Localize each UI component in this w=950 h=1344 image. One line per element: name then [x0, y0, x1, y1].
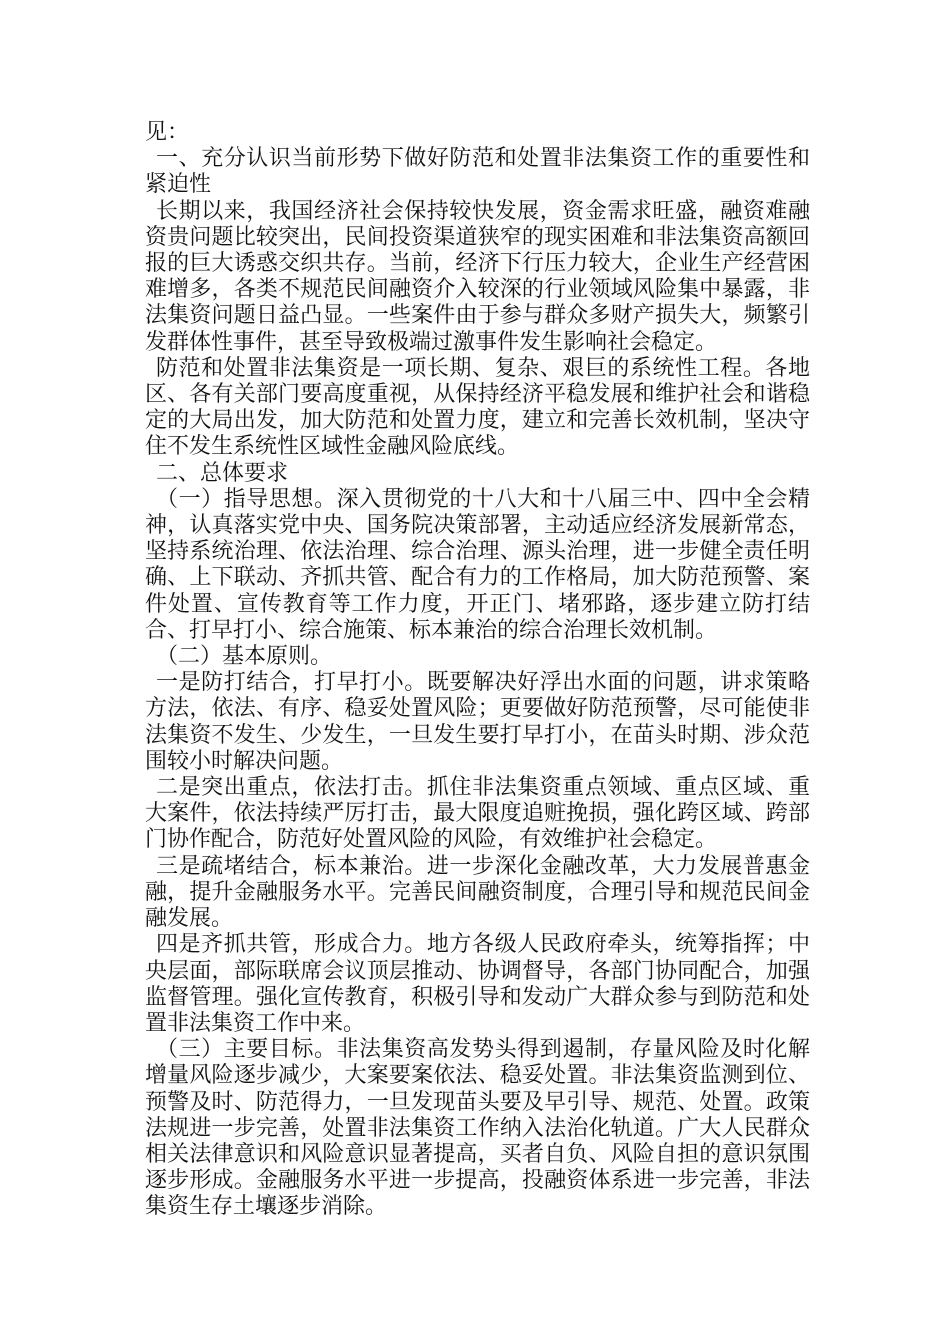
paragraph-principle-4: 四是齐抓共管，形成合力。地方各级人民政府牵头，统筹指挥；中央层面，部际联席会议顶层推动、协调督导，各部门协同配合，加强监督管理。强化宣传教育，积极引导和发动广大群众参与到防范和处置非法集资工作中来。 [145, 932, 810, 1036]
section-heading-1: 一、充分认识当前形势下做好防范和处置非法集资工作的重要性和紧迫性 [145, 146, 810, 198]
paragraph-opening: 见： [145, 120, 190, 145]
paragraph-principle-2: 二是突出重点，依法打击。抓住非法集资重点领域、重点区域、重大案件，依法持续严厉打击，最大限度追赃挽损，强化跨区域、跨部门协作配合，防范好处置风险的风险，有效维护社会稳定。 [145, 775, 810, 853]
paragraph-background: 长期以来，我国经济社会保持较快发展，资金需求旺盛，融资难融资贵问题比较突出，民间投资渠道狭窄的现实困难和非法集资高额回报的巨大诱惑交织共存。当前，经济下行压力较大，企业生产经营困难增多，各类不规范民间融资介入较深的行业领域风险集中暴露，非法集资问题日益凸显。一些案件由于参与群众多财产损失大，频繁引发群体性事件，甚至导致极端过激事件发生影响社会稳定。 [145, 198, 810, 355]
document-body [145, 120, 810, 1221]
subheading-basic-principles: （二）基本原则。 [156, 644, 333, 670]
paragraph-main-goals: （三）主要目标。非法集资高发势头得到遏制，存量风险及时化解增量风险逐步减少，大案要案依法、稳妥处置。非法集资监测到位、预警及时、防范得力，一旦发现苗头要及早引导、规范、处置。政策法规进一步完善，处置非法集资工作纳入法治化轨道。广大人民群众相关法律意识和风险意识显著提高，买者自负、风险自担的意识氛围逐步形成。金融服务水平进一步提高，投融资体系进一步完善，非法集资生存土壤逐步消除。 [145, 1037, 810, 1220]
paragraph-principle-3: 三是疏堵结合，标本兼治。进一步深化金融改革，大力发展普惠金融，提升金融服务水平。完善民间融资制度，合理引导和规范民间金融发展。 [145, 853, 810, 932]
paragraph-guiding-thought: （一）指导思想。深入贯彻党的十八大和十八届三中、四中全会精神，认真落实党中央、国务院决策部署，主动适应经济发展新常态，坚持系统治理、依法治理、综合治理、源头治理，进一步健全责任明确、上下联动、齐抓共管、配合有力的工作格局，加大防范预警、案件处置、宣传教育等工作力度，开正门、堵邪路，逐步建立防打结合、打早打小、综合施策、标本兼治的综合治理长效机制。 [145, 486, 810, 643]
paragraph-principle-1: 一是防打结合，打早打小。既要解决好浮出水面的问题，讲求策略方法，依法、有序、稳妥处置风险；更要做好防范预警，尽可能使非法集资不发生、少发生，一旦发生要打早打小，在苗头时期、涉众范围较小时解决问题。 [145, 670, 810, 774]
paragraph-importance: 防范和处置非法集资是一项长期、复杂、艰巨的系统性工程。各地区、各有关部门要高度重视，从保持经济平稳发展和维护社会和谐稳定的大局出发，加大防范和处置力度，建立和完善长效机制，坚决守住不发生系统性区域性金融风险底线。 [145, 355, 810, 460]
section-heading-2: 二、总体要求 [156, 460, 289, 486]
